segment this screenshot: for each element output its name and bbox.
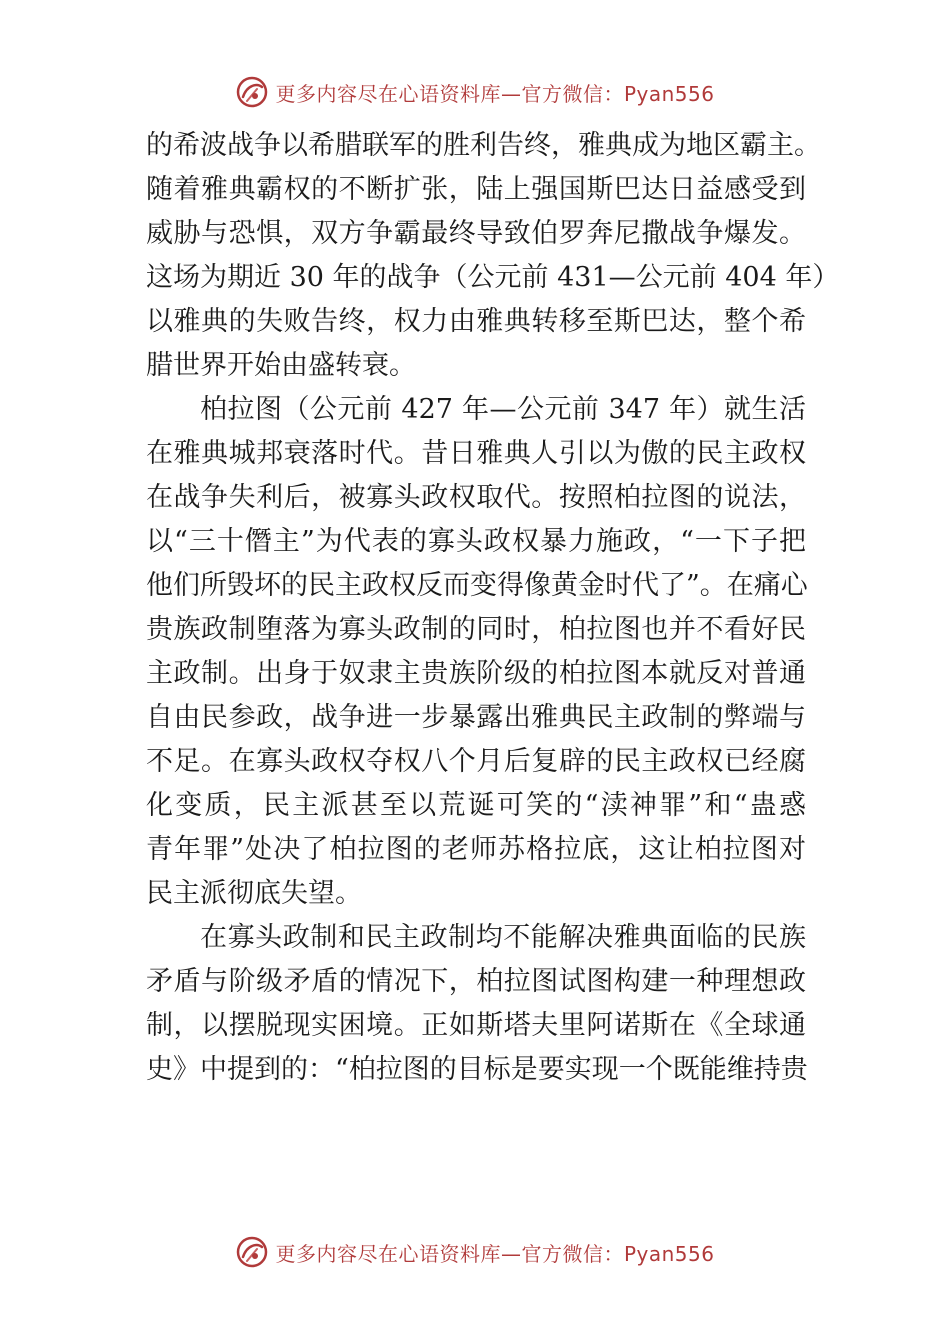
paragraph-1 <box>146 124 840 388</box>
text-line: 柏拉图（公元前 427 年—公元前 347 年）就生活 <box>200 394 806 425</box>
text-line: 的希波战争以希腊联军的胜利告终，雅典成为地区霸主。 <box>146 130 821 161</box>
text-line: 在雅典城邦衰落时代。昔日雅典人引以为傲的民主政权 <box>146 438 806 469</box>
text-line: 贵族政制堕落为寡头政制的同时，柏拉图也并不看好民 <box>146 614 806 645</box>
header-banner-text: 更多内容尽在心语资料库—官方微信：Pyan556 <box>275 81 715 106</box>
text-line: 随着雅典霸权的不断扩张，陆上强国斯巴达日益感受到 <box>146 174 806 205</box>
logo-icon <box>235 75 269 109</box>
text-line: 他们所毁坏的民主政权反而变得像黄金时代了”。在痛心 <box>146 570 808 601</box>
document-body <box>146 124 840 1092</box>
text-line: 民主派彻底失望。 <box>146 878 362 909</box>
paragraph-3 <box>146 916 806 1092</box>
footer-banner-text: 更多内容尽在心语资料库—官方微信：Pyan556 <box>275 1241 715 1266</box>
paragraph-2 <box>146 388 806 916</box>
logo-icon <box>235 1235 269 1269</box>
text-line: 以雅典的失败告终，权力由雅典转移至斯巴达，整个希 <box>146 306 806 337</box>
text-line: 自由民参政，战争进一步暴露出雅典民主政制的弊端与 <box>146 702 806 733</box>
text-line: 在战争失利后，被寡头政权取代。按照柏拉图的说法， <box>146 482 806 513</box>
text-line: 化变质，民主派甚至以荒诞可笑的“渎神罪”和“蛊惑 <box>146 790 806 821</box>
text-line: 在寡头政制和民主政制均不能解决雅典面临的民族 <box>200 922 806 953</box>
text-line: 这场为期近 30 年的战争（公元前 431—公元前 404 年） <box>146 262 840 293</box>
text-line: 不足。在寡头政权夺权八个月后复辟的民主政权已经腐 <box>146 746 806 777</box>
text-line: 腊世界开始由盛转衰。 <box>146 350 416 381</box>
text-line: 矛盾与阶级矛盾的情况下，柏拉图试图构建一种理想政 <box>146 966 806 997</box>
text-line: 威胁与恐惧，双方争霸最终导致伯罗奔尼撒战争爆发。 <box>146 218 806 249</box>
text-line: 青年罪”处决了柏拉图的老师苏格拉底，这让柏拉图对 <box>146 834 806 865</box>
text-line: 以“三十僭主”为代表的寡头政权暴力施政，“一下子把 <box>146 526 806 557</box>
text-line: 史》中提到的：“柏拉图的目标是要实现一个既能维持贵 <box>146 1054 808 1085</box>
footer-banner <box>0 1232 950 1272</box>
header-banner <box>0 72 950 112</box>
text-line: 制，以摆脱现实困境。正如斯塔夫里阿诺斯在《全球通 <box>146 1010 806 1041</box>
text-line: 主政制。出身于奴隶主贵族阶级的柏拉图本就反对普通 <box>146 658 806 689</box>
